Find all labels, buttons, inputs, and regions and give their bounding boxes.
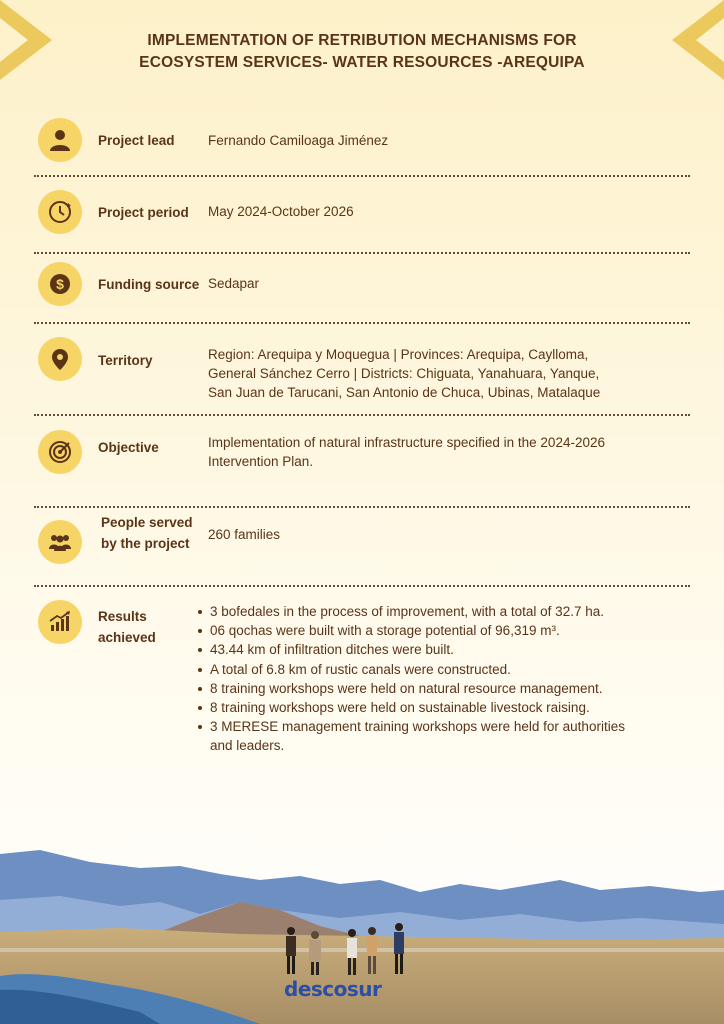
clock-icon <box>38 190 82 234</box>
list-item: 43.44 km of infiltration ditches were built. <box>198 640 684 659</box>
project-lead-value: Fernando Camiloaga Jiménez <box>208 133 389 148</box>
project-period-label: Project period <box>98 205 189 220</box>
row-objective <box>34 430 690 476</box>
divider <box>34 585 690 587</box>
person-figure <box>284 926 298 976</box>
row-territory <box>34 337 690 403</box>
project-lead-label: Project lead <box>98 133 175 148</box>
territory-label: Territory <box>98 353 153 368</box>
objective-line: Implementation of natural infrastructure specified in the 2024-2026 <box>208 435 605 450</box>
project-period-value: May 2024-October 2026 <box>208 204 354 219</box>
funding-source-label: Funding source <box>98 277 200 292</box>
territory-line: Region: Arequipa y Moquegua | Provinces: Arequipa, Caylloma, <box>208 347 589 362</box>
person-figure <box>345 928 359 976</box>
territory-line: San Juan de Tarucani, San Antonio de Chuca, Ubinas, Matalaque <box>208 385 601 400</box>
page-title <box>0 30 724 74</box>
divider <box>34 322 690 324</box>
divider <box>34 506 690 508</box>
people-served-label-line: People served <box>101 515 193 530</box>
person-figure <box>365 926 379 976</box>
list-item: 06 qochas were built with a storage potential of 96,319 m³. <box>198 621 684 640</box>
divider <box>34 252 690 254</box>
row-project-period <box>34 190 690 236</box>
results-label-line: achieved <box>98 630 156 645</box>
list-item-continuation: and leaders. <box>210 738 285 754</box>
person-icon <box>38 118 82 162</box>
page-title-line2: ECOSYSTEM SERVICES- WATER RESOURCES -AREQUIPA <box>139 54 585 71</box>
row-people-served <box>34 515 690 566</box>
divider <box>34 414 690 416</box>
people-served-label <box>101 512 211 554</box>
dollar-coin-icon <box>38 262 82 306</box>
divider <box>34 175 690 177</box>
row-results-achieved <box>34 598 690 758</box>
people-served-value: 260 families <box>208 527 281 542</box>
person-figure <box>308 930 322 976</box>
list-item: A total of 6.8 km of rustic canals were constructed. <box>198 660 684 679</box>
row-project-lead <box>34 118 690 164</box>
descosur-logo: descosur <box>284 977 382 1001</box>
list-item: 8 training workshops were held on natural resource management. <box>198 679 684 698</box>
page-title-line1: IMPLEMENTATION OF RETRIBUTION MECHANISMS FOR <box>147 32 577 49</box>
objective-value <box>208 433 688 471</box>
group-icon <box>38 520 82 564</box>
list-item: 3 MERESE management training workshops were held for authorities <box>198 717 684 736</box>
list-item: 3 bofedales in the process of improvement, with a total of 32.7 ha. <box>198 602 684 621</box>
results-list <box>184 602 684 756</box>
territory-line: General Sánchez Cerro | Districts: Chiguata, Yanahuara, Yanque, <box>208 366 600 381</box>
growth-chart-icon <box>38 600 82 644</box>
objective-label: Objective <box>98 440 159 455</box>
row-funding-source <box>34 262 690 308</box>
location-pin-icon <box>38 337 82 381</box>
results-list-container <box>184 602 684 756</box>
funding-source-value: Sedapar <box>208 276 260 291</box>
svg-text:$: $ <box>56 276 64 292</box>
objective-line: Intervention Plan. <box>208 454 314 469</box>
territory-value <box>208 345 688 402</box>
person-figure <box>392 922 406 976</box>
list-item: 8 training workshops were held on sustainable livestock raising. <box>198 698 684 717</box>
target-icon <box>38 430 82 474</box>
results-label-line: Results <box>98 609 147 624</box>
people-served-label-line: by the project <box>101 536 190 551</box>
